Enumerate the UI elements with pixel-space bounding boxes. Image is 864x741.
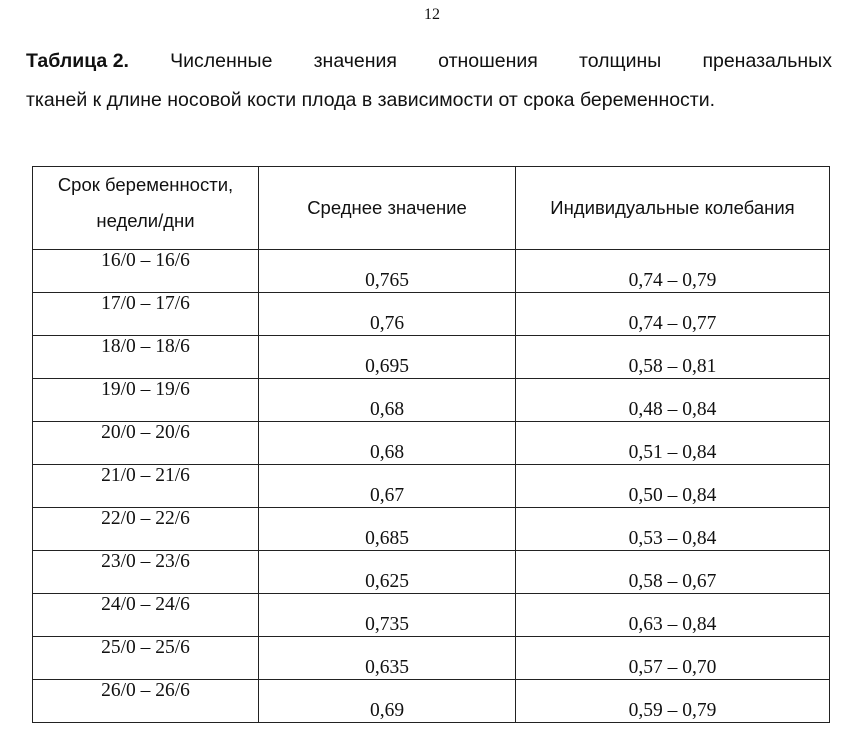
column-header-term-line2: недели/дни bbox=[96, 210, 195, 231]
page-number: 12 bbox=[424, 6, 440, 23]
column-header-term-line1: Срок беременности, bbox=[57, 174, 234, 195]
cell-term: 23/0 – 23/6 bbox=[33, 551, 259, 594]
column-header-mean: Среднее значение bbox=[259, 167, 516, 250]
table-header-row bbox=[33, 167, 830, 250]
column-header-range: Индивидуальные колебания bbox=[516, 167, 830, 250]
table-row bbox=[33, 465, 830, 508]
cell-term: 22/0 – 22/6 bbox=[33, 508, 259, 551]
cell-mean: 0,695 bbox=[259, 336, 516, 379]
cell-term: 16/0 – 16/6 bbox=[33, 250, 259, 293]
table-row bbox=[33, 336, 830, 379]
table-row bbox=[33, 594, 830, 637]
table-row bbox=[33, 293, 830, 336]
cell-mean: 0,635 bbox=[259, 637, 516, 680]
cell-mean: 0,68 bbox=[259, 379, 516, 422]
cell-mean: 0,765 bbox=[259, 250, 516, 293]
caption-label: Таблица 2. bbox=[26, 50, 129, 72]
cell-range: 0,74 – 0,77 bbox=[516, 293, 830, 336]
table-row bbox=[33, 637, 830, 680]
column-header-term bbox=[33, 167, 259, 250]
cell-range: 0,58 – 0,81 bbox=[516, 336, 830, 379]
caption-line-1 bbox=[26, 42, 832, 81]
cell-range: 0,50 – 0,84 bbox=[516, 465, 830, 508]
cell-mean: 0,69 bbox=[259, 680, 516, 723]
cell-range: 0,57 – 0,70 bbox=[516, 637, 830, 680]
cell-range: 0,51 – 0,84 bbox=[516, 422, 830, 465]
cell-mean: 0,625 bbox=[259, 551, 516, 594]
caption-word: преназальных bbox=[702, 50, 832, 72]
cell-range: 0,58 – 0,67 bbox=[516, 551, 830, 594]
cell-term: 20/0 – 20/6 bbox=[33, 422, 259, 465]
cell-mean: 0,685 bbox=[259, 508, 516, 551]
cell-range: 0,48 – 0,84 bbox=[516, 379, 830, 422]
cell-range: 0,53 – 0,84 bbox=[516, 508, 830, 551]
table-row bbox=[33, 551, 830, 594]
cell-range: 0,59 – 0,79 bbox=[516, 680, 830, 723]
caption-word: значения bbox=[313, 50, 397, 72]
table-body bbox=[33, 250, 830, 723]
cell-term: 24/0 – 24/6 bbox=[33, 594, 259, 637]
table-row bbox=[33, 680, 830, 723]
cell-range: 0,74 – 0,79 bbox=[516, 250, 830, 293]
cell-range: 0,63 – 0,84 bbox=[516, 594, 830, 637]
table-row bbox=[33, 379, 830, 422]
cell-mean: 0,735 bbox=[259, 594, 516, 637]
cell-mean: 0,67 bbox=[259, 465, 516, 508]
caption-line-2: тканей к длине носовой кости плода в зависимости от срока беременности. bbox=[26, 89, 716, 111]
table-row bbox=[33, 422, 830, 465]
caption-word: отношения bbox=[438, 50, 538, 72]
table-row bbox=[33, 250, 830, 293]
cell-term: 19/0 – 19/6 bbox=[33, 379, 259, 422]
table-caption bbox=[26, 42, 832, 120]
caption-word: толщины bbox=[579, 50, 662, 72]
caption-word: Численные bbox=[170, 50, 273, 72]
cell-mean: 0,68 bbox=[259, 422, 516, 465]
cell-term: 26/0 – 26/6 bbox=[33, 680, 259, 723]
cell-term: 25/0 – 25/6 bbox=[33, 637, 259, 680]
data-table bbox=[32, 166, 830, 723]
cell-term: 21/0 – 21/6 bbox=[33, 465, 259, 508]
cell-mean: 0,76 bbox=[259, 293, 516, 336]
table-row bbox=[33, 508, 830, 551]
cell-term: 18/0 – 18/6 bbox=[33, 336, 259, 379]
cell-term: 17/0 – 17/6 bbox=[33, 293, 259, 336]
